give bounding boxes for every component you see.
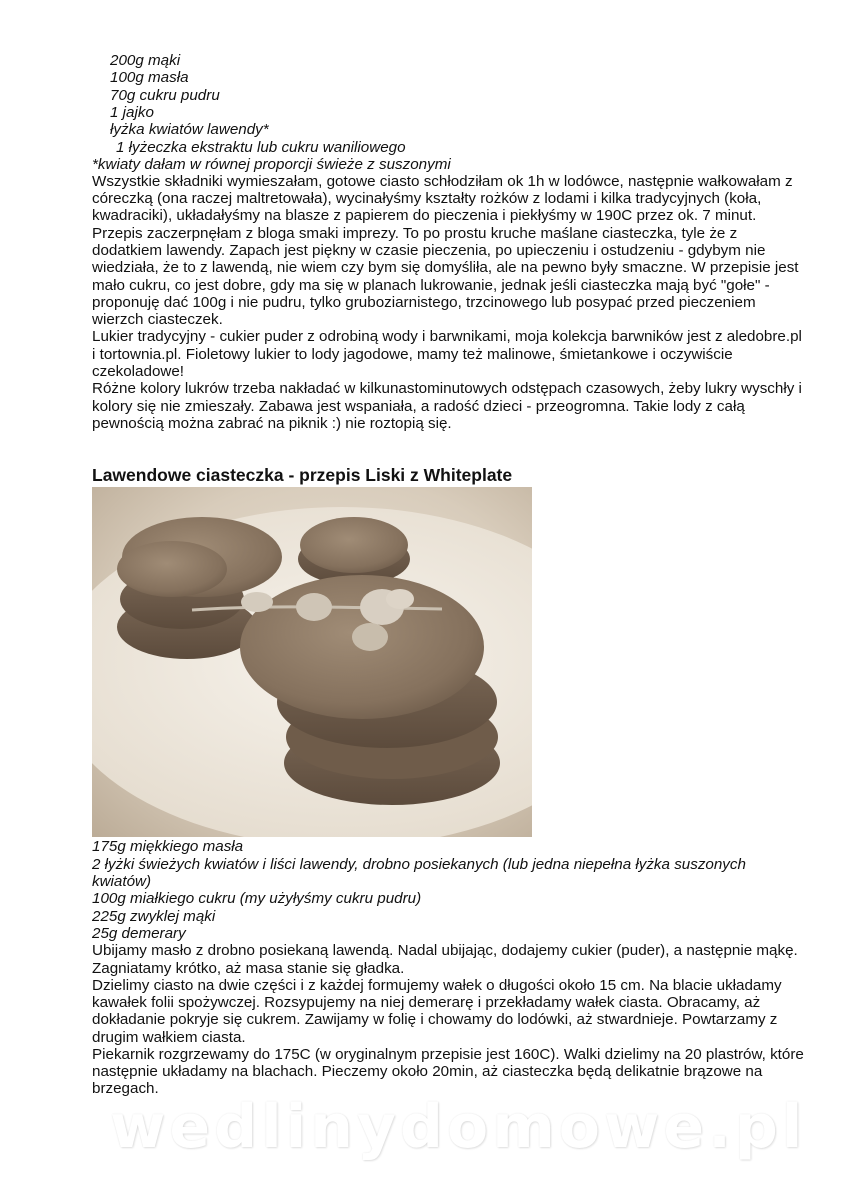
ingredient-line: 1 jajko <box>110 104 154 121</box>
body-line: wiedziała, że to z lawendą, nie wiem czy bym się domyśliła, ale na pewno były smaczne. W przepisie jest <box>92 259 799 276</box>
body-line: kawałek folii spożywczej. Rozsypujemy na niej demerarę i przekładamy wałek ciasta. Obracamy, aż <box>92 994 761 1011</box>
body-line: i tortownia.pl. Fioletowy lukier to lody jagodowe, mamy też malinowe, śmietankowe i oczywiście <box>92 346 733 363</box>
body-line: Przepis zaczerpnęłam z bloga smaki imprezy. To po prostu kruche maślane ciasteczka, tyle że z <box>92 225 738 242</box>
ingredient-line: 175g miękkiego masła <box>92 838 244 855</box>
body-line: proponuję dać 100g i nie pudru, tylko gruboziarnistego, trzcinowego lub posypać przed pieczeniem <box>92 294 756 311</box>
body-line: Wszystkie składniki wymieszałam, gotowe ciasto schłodziłam ok 1h w lodówce, następnie wałkowałam z <box>92 173 793 190</box>
body-line: Dzielimy ciasto na dwie części i z każdej formujemy wałek o długości około 15 cm. Na blacie układamy <box>92 977 782 994</box>
ingredient-line: 2 łyżki świeżych kwiatów i liści lawendy, drobno posiekanych (lub jedna niepełna łyżka suszonych <box>92 856 746 873</box>
body-line: czekoladowe! <box>92 363 185 380</box>
ingredient-line: kwiatów) <box>92 873 152 890</box>
body-line: Zagniatamy krótko, aż masa stanie się gładka. <box>92 960 405 977</box>
body-line: dodatkiem lawendy. Zapach jest piękny w czasie pieczenia, po upieczeniu i ostudzeniu - gdybym nie <box>92 242 766 259</box>
body-line: Lukier tradycyjny - cukier puder z odrobiną wody i barwnikami, moja kolekcja barwników jest z aledobre.pl <box>92 328 802 345</box>
ingredient-line: 25g demerary <box>92 925 186 942</box>
body-line: drugim wałkiem ciasta. <box>92 1029 246 1046</box>
body-line: pewnością można zabrać na piknik :) nie roztopią się. <box>92 415 452 432</box>
ingredient-line: łyżka kwiatów lawendy* <box>110 121 269 138</box>
site-watermark: wedlinydomowe.pl <box>110 1092 807 1162</box>
body-line: wierzch ciasteczek. <box>92 311 223 328</box>
ingredient-line: 100g miałkiego cukru (my użyłyśmy cukru pudru) <box>92 890 422 907</box>
ingredient-line: 100g masła <box>110 69 189 86</box>
body-line: dokładanie pokryje się cukrem. Zawijamy w folię i chowamy do lodówki, aż stwardnieje. Powtarzamy z <box>92 1011 778 1028</box>
body-line: brzegach. <box>92 1080 159 1097</box>
body-line: następnie układamy na blachach. Pieczemy około 20min, aż ciasteczka będą delikatnie brązowe na <box>92 1063 763 1080</box>
body-line: córeczką (ona raczej maltretowała), wycinałyśmy kształty rożków z lodami i kilka tradycyjnych (koła, <box>92 190 762 207</box>
cookies-photo <box>92 487 532 837</box>
body-line: Różne kolory lukrów trzeba nakładać w kilkunastominutowych odstępach czasowych, żeby lukry wyschły i <box>92 380 802 397</box>
body-line: Piekarnik rozgrzewamy do 175C (w oryginalnym przepisie jest 160C). Walki dzielimy na 20 plastrów, które <box>92 1046 804 1063</box>
ingredient-line: 1 łyżeczka ekstraktu lub cukru waniliowego <box>116 139 406 156</box>
ingredient-line: 225g zwyklej mąki <box>92 908 216 925</box>
body-line: mało cukru, co jest dobre, gdy ma się w planach lukrowanie, jednak jeśli ciasteczka mają być "gołe" - <box>92 277 770 294</box>
body-line: kolory się nie zmieszały. Zabawa jest wspaniała, a radość dzieci - przeogromna. Takie lody z całą <box>92 398 745 415</box>
ingredient-line: 200g mąki <box>110 52 181 69</box>
body-line: kwadraciki), układałyśmy na blasze z papierem do pieczenia i piekłyśmy w 190C przez ok. 7 minut. <box>92 207 757 224</box>
footnote: *kwiaty dałam w równej proporcji świeże z suszonymi <box>92 156 451 173</box>
body-line: Ubijamy masło z drobno posiekaną lawendą. Nadal ubijając, dodajemy cukier (puder), a następnie mąkę. <box>92 942 798 959</box>
recipe-title: Lawendowe ciasteczka - przepis Liski z Whiteplate <box>92 465 513 485</box>
ingredient-line: 70g cukru pudru <box>110 87 220 104</box>
